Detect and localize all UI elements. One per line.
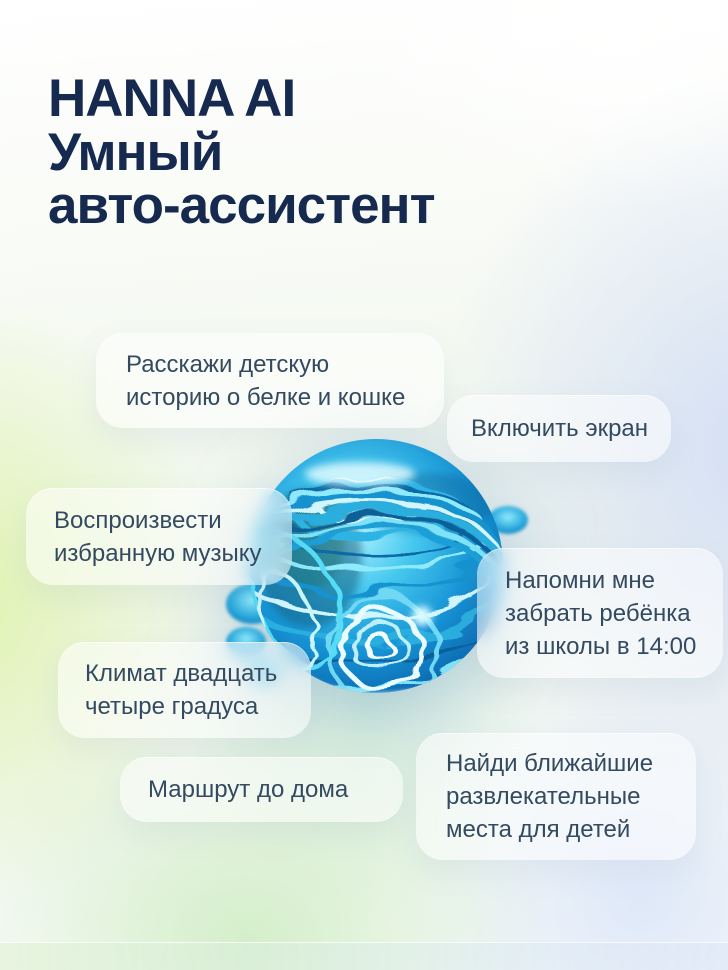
bubble-text-line: Воспроизвести xyxy=(54,506,222,534)
voice-command-bubble-places xyxy=(416,733,696,860)
bubble-text-line: Расскажи детскую xyxy=(126,350,330,378)
bubble-text-line: Найди ближайшие xyxy=(446,750,654,777)
voice-command-bubble-reminder xyxy=(477,548,723,678)
voice-command-bubble-climate xyxy=(58,642,311,738)
voice-command-bubble-route xyxy=(120,757,403,822)
bubble-text-line: Маршрут до дома xyxy=(148,776,349,803)
title-block xyxy=(48,69,435,235)
product-title: HANNA AI xyxy=(48,69,296,128)
bubble-text-line: Напомни мне xyxy=(505,566,655,594)
voice-command-bubble-music xyxy=(26,488,292,585)
bubble-text-line: места для детей xyxy=(446,816,631,843)
bubble-text-line: забрать ребёнка xyxy=(505,599,691,627)
voice-command-bubble-screen xyxy=(447,395,671,462)
bubble-text-line: Климат двадцать xyxy=(85,660,278,687)
product-subtitle-line-2: авто-ассистент xyxy=(48,176,435,235)
bubble-text-line: историю о белке и кошке xyxy=(126,383,406,411)
bubble-text-line: развлекательные xyxy=(446,783,641,810)
bubble-text-line: Включить экран xyxy=(471,415,649,442)
bubble-text-line: избранную музыку xyxy=(54,539,262,567)
bottom-gradient-band xyxy=(0,942,728,970)
product-subtitle-line-1: Умный xyxy=(48,123,223,182)
bubble-text-line: из школы в 14:00 xyxy=(505,632,697,660)
voice-command-bubble-story xyxy=(96,333,444,428)
bubble-text-line: четыре градуса xyxy=(85,693,259,720)
